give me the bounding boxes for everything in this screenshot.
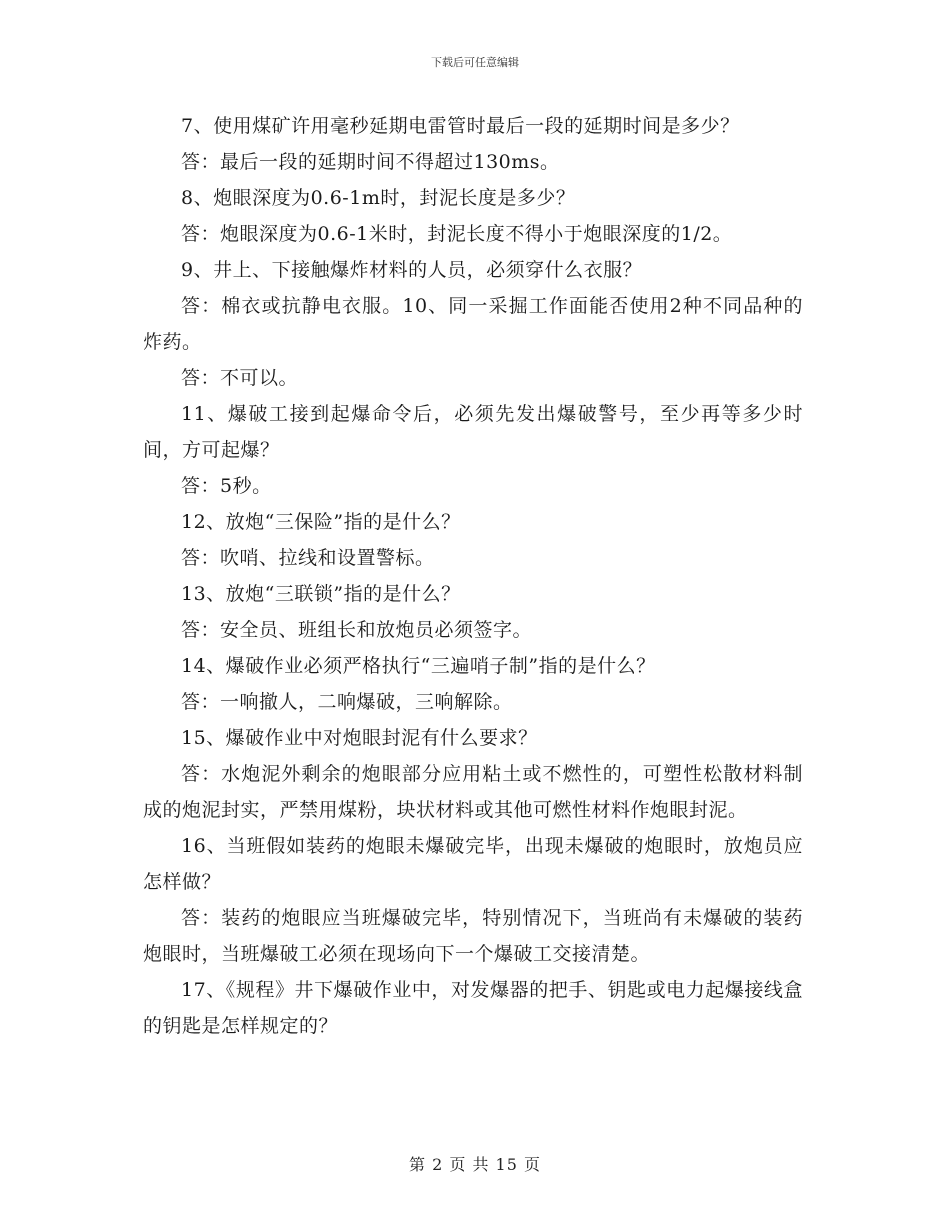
paragraph: 答：最后一段的延期时间不得超过130ms。 [181,151,560,173]
paragraph: 答：棉衣或抗静电衣服。10、同一采掘工作面能否使用2种不同品种的炸药。 [143,295,803,353]
paragraph: 7、使用煤矿许用毫秒延期电雷管时最后一段的延期时间是多少？ [181,115,740,137]
paragraph: 13、放炮“三联锁”指的是什么？ [181,583,461,605]
paragraph: 答：不可以。 [181,367,299,389]
paragraph: 答：装药的炮眼应当班爆破完毕，特别情况下，当班尚有未爆破的装药炮眼时，当班爆破工必须在现场向下一个爆破工交接清楚。 [143,907,803,965]
paragraph: 12、放炮“三保险”指的是什么？ [181,511,461,533]
paragraph: 答：炮眼深度为0.6-1米时，封泥长度不得小于炮眼深度的1/2。 [181,223,733,245]
paragraph: 答：一响撤人，二响爆破，三响解除。 [181,691,513,713]
paragraph: 15、爆破作业中对炮眼封泥有什么要求？ [181,727,538,749]
page-content [143,108,803,1044]
paragraph: 8、炮眼深度为0.6-1m时，封泥长度是多少？ [181,187,576,209]
paragraph: 11、爆破工接到起爆命令后，必须先发出爆破警号，至少再等多少时间，方可起爆？ [143,403,803,461]
paragraph: 17、《规程》井下爆破作业中，对发爆器的把手、钥匙或电力起爆接线盒的钥匙是怎样规定的？ [143,979,803,1037]
paragraph: 9、井上、下接触爆炸材料的人员，必须穿什么衣服？ [181,259,643,281]
paragraph: 答：5秒。 [181,475,272,497]
paragraph: 答：吹哨、拉线和设置警标。 [181,547,435,569]
paragraph: 16、当班假如装药的炮眼未爆破完毕，出现未爆破的炮眼时，放炮员应怎样做？ [143,835,803,893]
page-header: 下载后可任意编辑 [431,56,519,69]
page-footer: 第 2 页 共 15 页 [409,1155,541,1174]
paragraph: 答：水炮泥外剩余的炮眼部分应用粘土或不燃性的，可塑性松散材料制成的炮泥封实，严禁用煤粉，块状材料或其他可燃性材料作炮眼封泥。 [143,763,803,821]
paragraph: 14、爆破作业必须严格执行“三遍哨子制”指的是什么？ [181,655,656,677]
paragraph: 答：安全员、班组长和放炮员必须签字。 [181,619,533,641]
